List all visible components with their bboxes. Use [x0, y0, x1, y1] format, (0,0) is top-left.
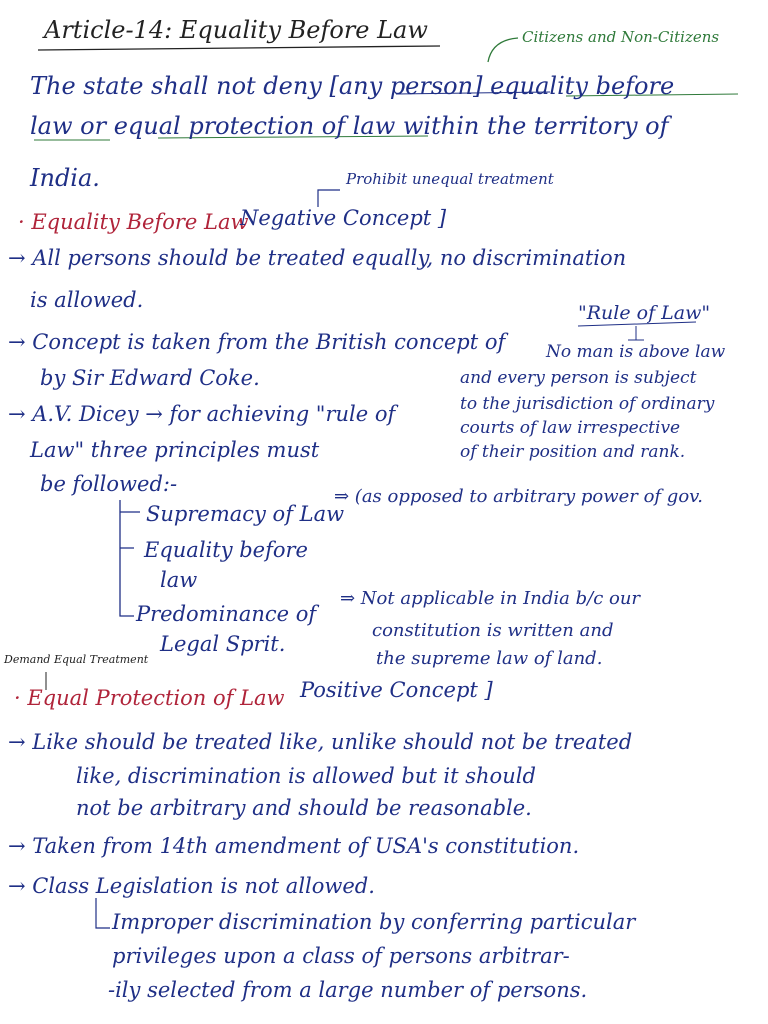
- text-line: be followed:-: [40, 472, 178, 496]
- side-note-line: and every person is subject: [460, 368, 697, 388]
- principle-item: Legal Sprit.: [160, 632, 286, 656]
- text-line: not be arbitrary and should be reasonable.: [76, 796, 532, 820]
- text-line: → A.V. Dicey → for achieving "rule of: [8, 402, 396, 426]
- principle-item: Supremacy of Law: [146, 502, 345, 526]
- principle-note-predominance: the supreme law of land.: [376, 648, 603, 669]
- text-line: by Sir Edward Coke.: [40, 366, 260, 390]
- citizens-arrow: [488, 38, 518, 62]
- principle-item: Equality before: [144, 538, 308, 562]
- title-underline: [38, 46, 440, 50]
- section-heading-equality-before-law: · Equality Before Law: [18, 210, 249, 234]
- text-line: → All persons should be treated equally, no discrimination: [8, 246, 627, 270]
- demand-equal-treatment-note: Demand Equal Treatment: [4, 653, 149, 666]
- text-line: → Taken from 14th amendment of USA's constitution.: [8, 834, 580, 858]
- intro-line-2: law or equal protection of law within the territory of: [30, 112, 669, 140]
- principle-item: law: [160, 568, 198, 592]
- principles-branch: [120, 500, 134, 616]
- text-line: → Concept is taken from the British concept of: [8, 330, 506, 354]
- rule-of-law-label: "Rule of Law": [578, 302, 711, 324]
- principle-item: Predominance of: [136, 602, 317, 626]
- intro-line-1: The state shall not deny [any person] equality before: [30, 72, 675, 100]
- text-line: is allowed.: [30, 288, 144, 312]
- prohibit-note: Prohibit unequal treatment: [346, 170, 554, 188]
- text-line: Improper discrimination by conferring particular: [112, 910, 636, 934]
- text-line: Law" three principles must: [30, 438, 320, 462]
- side-note-line: to the jurisdiction of ordinary: [460, 394, 715, 414]
- side-note-line: No man is above law: [546, 342, 726, 362]
- page-title: Article-14: Equality Before Law: [44, 16, 428, 44]
- side-note-line: of their position and rank.: [460, 442, 686, 462]
- intro-line-3: India.: [30, 164, 100, 192]
- negative-concept: Negative Concept ]: [240, 206, 447, 230]
- text-line: → Class Legislation is not allowed.: [8, 874, 375, 898]
- principle-note-predominance: constitution is written and: [372, 620, 614, 641]
- principle-note-predominance: ⇒ Not applicable in India b/c our: [340, 588, 641, 609]
- citizens-annotation: Citizens and Non-Citizens: [522, 28, 720, 46]
- text-line: → Like should be treated like, unlike should not be treated: [8, 730, 633, 754]
- text-line: like, discrimination is allowed but it should: [76, 764, 536, 788]
- side-note-line: courts of law irrespective: [460, 418, 681, 438]
- section-heading-equal-protection: · Equal Protection of Law: [14, 686, 285, 710]
- text-line: privileges upon a class of persons arbitrar-: [112, 944, 570, 968]
- positive-concept: Positive Concept ]: [300, 678, 493, 702]
- text-line: -ily selected from a large number of persons.: [108, 978, 588, 1002]
- principle-note-supremacy: ⇒ (as opposed to arbitrary power of gov.: [334, 486, 703, 507]
